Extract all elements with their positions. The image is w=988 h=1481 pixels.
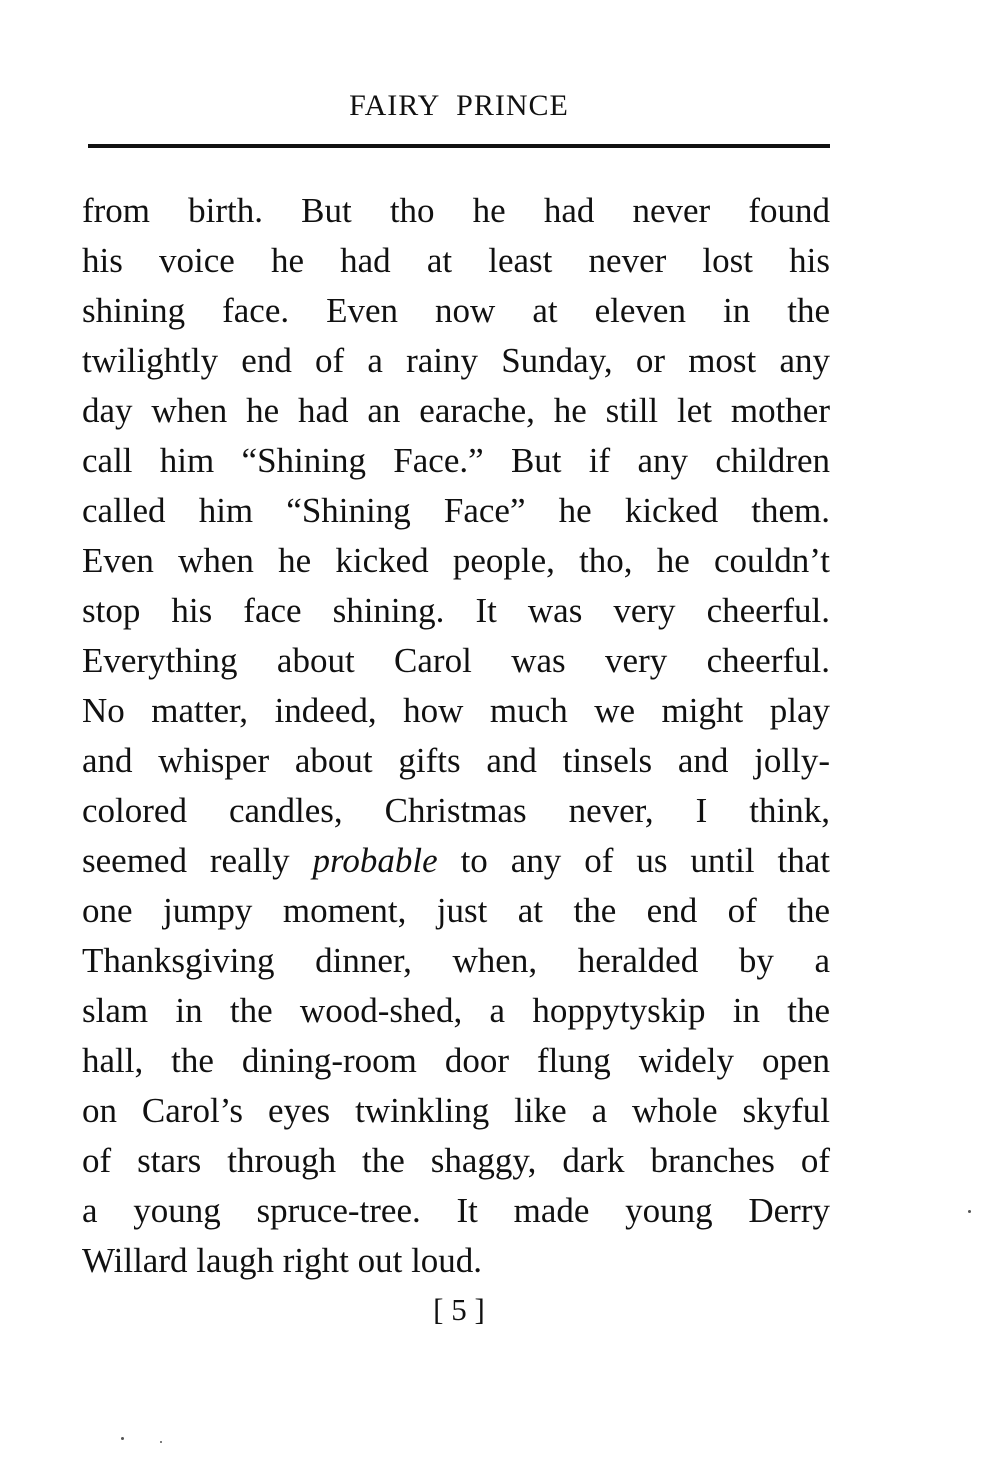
scan-speck xyxy=(121,1437,124,1440)
text-line: Even when he kicked people, tho, he couldn’t xyxy=(82,541,830,580)
text-line: his voice he had at least never lost his xyxy=(82,241,830,280)
text-line: twilightly end of a rainy Sunday, or most any xyxy=(82,341,830,380)
text-line: hall, the dining-room door flung widely open xyxy=(82,1041,830,1080)
body-text xyxy=(82,186,830,1286)
text-line: one jumpy moment, just at the end of the xyxy=(82,891,830,930)
text-line: called him “Shining Face” he kicked them. xyxy=(82,491,830,530)
text-line: of stars through the shaggy, dark branches of xyxy=(82,1141,830,1180)
scan-speck xyxy=(968,1210,971,1213)
text-line: slam in the wood-shed, a hoppytyskip in the xyxy=(82,991,830,1030)
text-line: and whisper about gifts and tinsels and jolly- xyxy=(82,741,830,780)
text-line: a young spruce-tree. It made young Derry xyxy=(82,1191,830,1230)
text-line-with-italic xyxy=(82,836,830,886)
running-title: FAIRY PRINCE xyxy=(349,89,569,122)
text-line: shining face. Even now at eleven in the xyxy=(82,291,830,330)
text-line: stop his face shining. It was very cheerful. xyxy=(82,591,830,630)
text-line: Willard laugh right out loud. xyxy=(82,1241,483,1280)
text-segment: to any of us until that xyxy=(437,841,830,880)
header-rule xyxy=(88,144,830,148)
page-number: [ 5 ] xyxy=(433,1292,485,1327)
text-line: from birth. But tho he had never found xyxy=(82,191,830,230)
text-line: No matter, indeed, how much we might play xyxy=(82,691,830,730)
text-line: colored candles, Christmas never, I think, xyxy=(82,791,830,830)
text-segment: seemed really xyxy=(82,841,313,880)
scan-speck xyxy=(160,1441,162,1443)
text-line: on Carol’s eyes twinkling like a whole skyful xyxy=(82,1091,830,1130)
text-line: Thanksgiving dinner, when, heralded by a xyxy=(82,941,830,980)
text-line: call him “Shining Face.” But if any children xyxy=(82,441,830,480)
italic-word: probable xyxy=(312,841,438,880)
text-line: day when he had an earache, he still let mother xyxy=(82,391,830,430)
text-line: Everything about Carol was very cheerful. xyxy=(82,641,830,680)
